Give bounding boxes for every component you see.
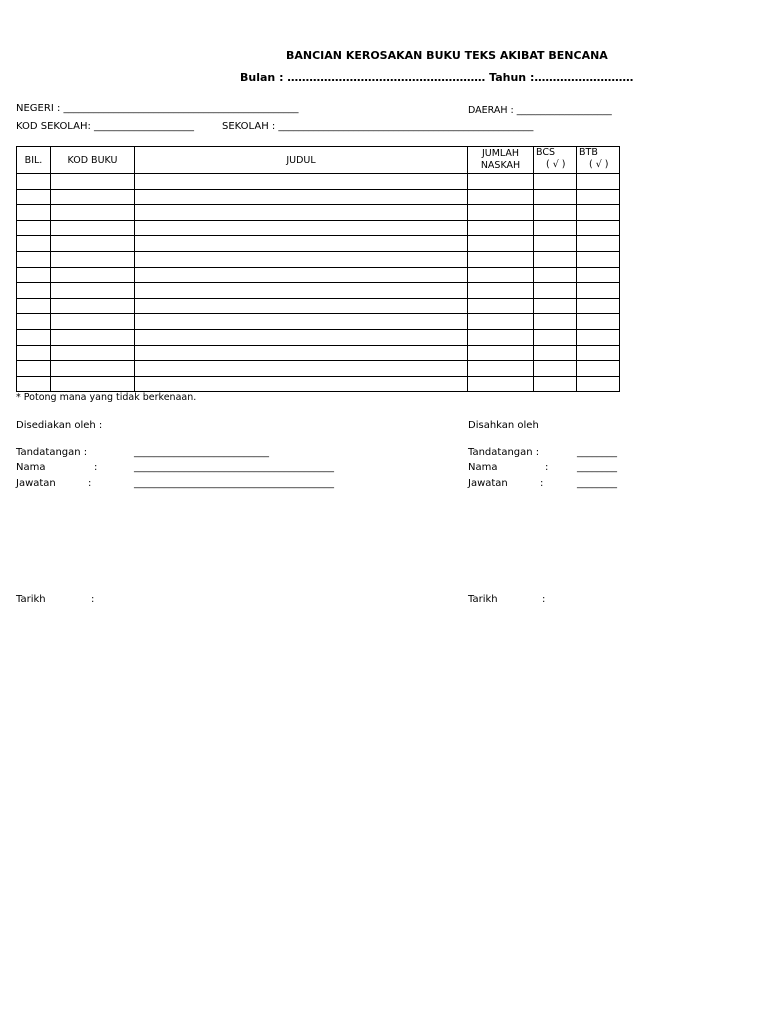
cell-bcs[interactable] — [534, 283, 577, 299]
cell-bil[interactable] — [17, 376, 51, 392]
prepared-position-colon: : — [88, 478, 92, 489]
cell-btb[interactable] — [577, 314, 620, 330]
cell-judul[interactable] — [135, 345, 468, 361]
cell-jumlah-naskah[interactable] — [468, 283, 534, 299]
approved-position-line[interactable]: ________ — [577, 478, 617, 489]
cell-btb[interactable] — [577, 345, 620, 361]
cell-bil[interactable] — [17, 220, 51, 236]
cell-kod-buku[interactable] — [51, 189, 135, 205]
approved-signature-line[interactable]: ________ — [577, 447, 617, 458]
prepared-name-colon: : — [94, 462, 98, 473]
cell-bcs[interactable] — [534, 174, 577, 190]
btb-label: BTB — [579, 147, 598, 158]
cell-btb[interactable] — [577, 189, 620, 205]
cell-judul[interactable] — [135, 329, 468, 345]
table-row — [17, 220, 620, 236]
cell-judul[interactable] — [135, 205, 468, 221]
table-row — [17, 361, 620, 377]
approved-name-line[interactable]: ________ — [577, 462, 617, 473]
prepared-signature-line[interactable]: ___________________________ — [134, 447, 269, 458]
approved-by-heading: Disahkan oleh — [468, 420, 539, 431]
cell-bil[interactable] — [17, 205, 51, 221]
prepared-position-label: Jawatan — [16, 478, 56, 489]
table-row — [17, 205, 620, 221]
table-body — [17, 174, 620, 392]
table-row — [17, 251, 620, 267]
cell-jumlah-naskah[interactable] — [468, 314, 534, 330]
prepared-name-line[interactable]: ________________________________________ — [134, 462, 334, 473]
cell-bcs[interactable] — [534, 236, 577, 252]
cell-bil[interactable] — [17, 267, 51, 283]
table-row — [17, 314, 620, 330]
cell-jumlah-naskah[interactable] — [468, 376, 534, 392]
approved-date-label: Tarikh — [468, 594, 498, 605]
table-row — [17, 236, 620, 252]
table-row — [17, 189, 620, 205]
cell-judul[interactable] — [135, 174, 468, 190]
cell-btb[interactable] — [577, 298, 620, 314]
cell-btb[interactable] — [577, 174, 620, 190]
bulan-tahun-line[interactable]: Bulan : ……………………………………………… Tahun :……………………… — [240, 71, 634, 84]
column-header-kod-buku: KOD BUKU — [51, 147, 135, 174]
cell-kod-buku[interactable] — [51, 236, 135, 252]
cell-judul[interactable] — [135, 267, 468, 283]
cell-judul[interactable] — [135, 220, 468, 236]
cell-bcs[interactable] — [534, 205, 577, 221]
cell-jumlah-naskah[interactable] — [468, 267, 534, 283]
cell-kod-buku[interactable] — [51, 361, 135, 377]
cell-bcs[interactable] — [534, 314, 577, 330]
cell-kod-buku[interactable] — [51, 298, 135, 314]
cell-bil[interactable] — [17, 251, 51, 267]
cell-judul[interactable] — [135, 314, 468, 330]
cell-bcs[interactable] — [534, 298, 577, 314]
cell-bil[interactable] — [17, 189, 51, 205]
column-header-jumlah-naskah — [468, 147, 534, 174]
column-header-bil: BIL. — [17, 147, 51, 174]
table-row — [17, 345, 620, 361]
cell-kod-buku[interactable] — [51, 345, 135, 361]
cell-jumlah-naskah[interactable] — [468, 251, 534, 267]
cell-btb[interactable] — [577, 329, 620, 345]
cell-judul[interactable] — [135, 236, 468, 252]
page-title: BANCIAN KEROSAKAN BUKU TEKS AKIBAT BENCANA — [286, 49, 608, 62]
cell-jumlah-naskah[interactable] — [468, 174, 534, 190]
cell-btb[interactable] — [577, 376, 620, 392]
table-row — [17, 283, 620, 299]
cell-btb[interactable] — [577, 220, 620, 236]
cell-judul[interactable] — [135, 189, 468, 205]
cell-jumlah-naskah[interactable] — [468, 298, 534, 314]
cell-jumlah-naskah[interactable] — [468, 189, 534, 205]
cell-kod-buku[interactable] — [51, 329, 135, 345]
table-row — [17, 298, 620, 314]
bcs-check-label: ( √ ) — [546, 159, 566, 170]
cell-bcs[interactable] — [534, 361, 577, 377]
cell-judul[interactable] — [135, 376, 468, 392]
cell-bil[interactable] — [17, 283, 51, 299]
cell-judul[interactable] — [135, 251, 468, 267]
cell-jumlah-naskah[interactable] — [468, 220, 534, 236]
bcs-label: BCS — [536, 147, 556, 158]
cell-btb[interactable] — [577, 251, 620, 267]
cell-bcs[interactable] — [534, 267, 577, 283]
cell-btb[interactable] — [577, 205, 620, 221]
daerah-field[interactable]: DAERAH : ____________________ — [468, 105, 612, 116]
cell-kod-buku[interactable] — [51, 376, 135, 392]
table-row — [17, 329, 620, 345]
cell-jumlah-naskah[interactable] — [468, 205, 534, 221]
approved-date-colon: : — [542, 594, 546, 605]
cell-kod-buku[interactable] — [51, 174, 135, 190]
cell-kod-buku[interactable] — [51, 267, 135, 283]
cell-jumlah-naskah[interactable] — [468, 361, 534, 377]
btb-check-label: ( √ ) — [589, 159, 609, 170]
cell-kod-buku[interactable] — [51, 220, 135, 236]
approved-position-label: Jawatan — [468, 478, 508, 489]
column-header-bcs — [534, 147, 577, 174]
prepared-name-label: Nama — [16, 462, 46, 473]
naskah-label: NASKAH — [480, 160, 521, 171]
footnote: * Potong mana yang tidak berkenaan. — [16, 392, 197, 403]
approved-name-colon: : — [545, 462, 549, 473]
prepared-date-label: Tarikh — [16, 594, 46, 605]
cell-bcs[interactable] — [534, 220, 577, 236]
cell-bil[interactable] — [17, 361, 51, 377]
table-row — [17, 376, 620, 392]
table-row — [17, 174, 620, 190]
cell-kod-buku[interactable] — [51, 314, 135, 330]
prepared-date-colon: : — [91, 594, 95, 605]
cell-kod-buku[interactable] — [51, 283, 135, 299]
cell-kod-buku[interactable] — [51, 205, 135, 221]
table-row — [17, 267, 620, 283]
cell-btb[interactable] — [577, 236, 620, 252]
cell-jumlah-naskah[interactable] — [468, 329, 534, 345]
cell-bil[interactable] — [17, 298, 51, 314]
cell-jumlah-naskah[interactable] — [468, 345, 534, 361]
cell-bil[interactable] — [17, 345, 51, 361]
cell-bil[interactable] — [17, 174, 51, 190]
damage-table — [16, 146, 620, 392]
cell-bil[interactable] — [17, 236, 51, 252]
approved-name-label: Nama — [468, 462, 498, 473]
cell-bcs[interactable] — [534, 345, 577, 361]
cell-bil[interactable] — [17, 314, 51, 330]
cell-btb[interactable] — [577, 283, 620, 299]
cell-kod-buku[interactable] — [51, 251, 135, 267]
table-header-row — [17, 147, 620, 174]
column-header-btb — [577, 147, 620, 174]
column-header-judul: JUDUL — [135, 147, 468, 174]
jumlah-label: JUMLAH — [481, 148, 520, 159]
cell-jumlah-naskah[interactable] — [468, 236, 534, 252]
cell-bcs[interactable] — [534, 251, 577, 267]
sekolah-field[interactable]: SEKOLAH : ___________________________________________________ — [222, 121, 534, 132]
prepared-signature-label: Tandatangan : — [16, 447, 88, 458]
approved-signature-label: Tandatangan : — [468, 447, 540, 458]
approved-position-colon: : — [540, 478, 544, 489]
cell-bcs[interactable] — [534, 189, 577, 205]
cell-bcs[interactable] — [534, 329, 577, 345]
cell-btb[interactable] — [577, 267, 620, 283]
cell-bil[interactable] — [17, 329, 51, 345]
cell-judul[interactable] — [135, 283, 468, 299]
cell-judul[interactable] — [135, 298, 468, 314]
prepared-position-line[interactable]: ________________________________________ — [134, 478, 334, 489]
cell-bcs[interactable] — [534, 376, 577, 392]
kod-sekolah-field[interactable]: KOD SEKOLAH: ____________________ — [16, 121, 195, 132]
prepared-by-heading: Disediakan oleh : — [16, 420, 103, 431]
cell-judul[interactable] — [135, 361, 468, 377]
negeri-field[interactable]: NEGERI : _______________________________________________ — [16, 103, 299, 114]
cell-btb[interactable] — [577, 361, 620, 377]
